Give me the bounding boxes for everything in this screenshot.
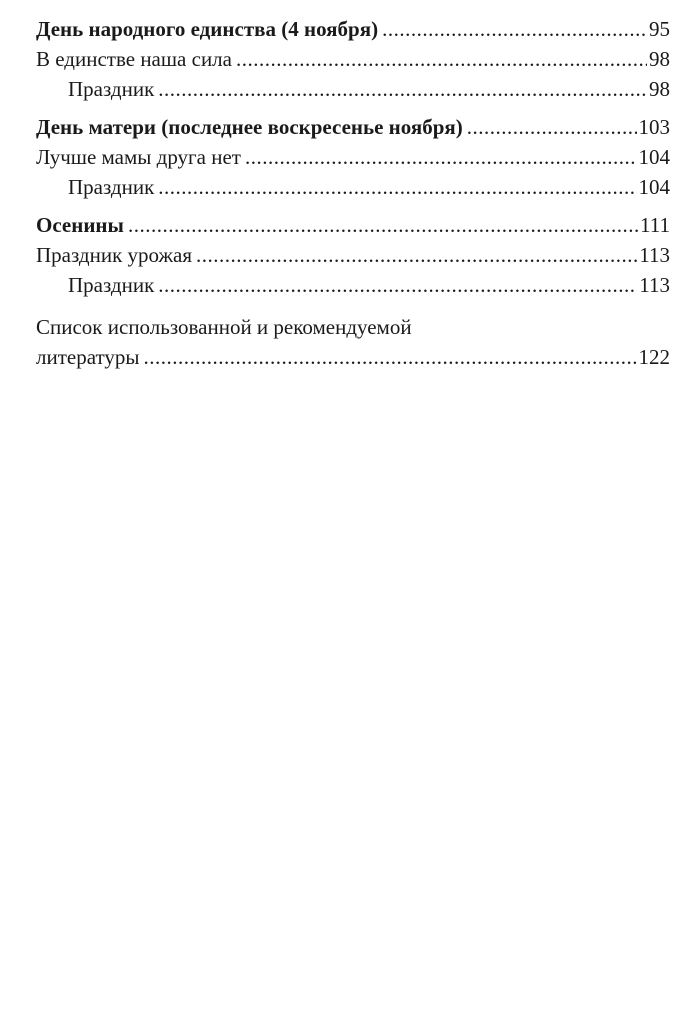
toc-subsection-entry [36,240,670,270]
dot-leader [158,270,637,300]
toc-entry-title: День матери (последнее воскресенье ноября) [36,115,463,139]
toc-subsection-entry [36,44,670,74]
toc-page-number: 113 [639,243,670,267]
dot-leader [236,44,647,74]
toc-entry-title-line2: литературы [36,345,140,369]
toc-section-entry [36,112,670,142]
dot-leader [128,210,638,240]
toc-entry-title: Осенины [36,213,124,237]
toc-section-entry [36,210,670,240]
toc-entry-title-line1: Список использованной и рекомендуемой [36,315,412,339]
toc-page-number: 113 [639,273,670,297]
toc-page-number: 111 [640,213,670,237]
table-of-contents [36,14,670,372]
toc-item-entry [36,172,670,202]
toc-section-entry [36,14,670,44]
toc-bibliography-entry [36,342,670,372]
toc-entry-title: Праздник [68,77,155,101]
toc-entry-title: В единстве наша сила [36,47,232,71]
toc-entry-title: Праздник [68,175,155,199]
dot-leader [245,142,637,172]
toc-page-number: 98 [649,47,670,71]
toc-entry-title: Праздник урожая [36,243,192,267]
toc-page-number: 104 [638,175,670,199]
dot-leader [158,172,636,202]
toc-entry-title: Лучше мамы друга нет [36,145,241,169]
toc-entry-title: Праздник [68,273,155,297]
dot-leader [158,74,647,104]
toc-item-entry [36,74,670,104]
toc-page-number: 122 [638,345,670,369]
toc-subsection-entry [36,142,670,172]
toc-item-entry [36,270,670,300]
dot-leader [196,240,637,270]
dot-leader [467,112,637,142]
toc-page-number: 103 [638,115,670,139]
toc-entry-title: День народного единства (4 ноября) [36,17,379,41]
toc-page-number: 104 [638,145,670,169]
toc-page-number: 95 [649,17,670,41]
dot-leader [382,14,647,44]
toc-page-number: 98 [649,77,670,101]
dot-leader [144,342,637,372]
